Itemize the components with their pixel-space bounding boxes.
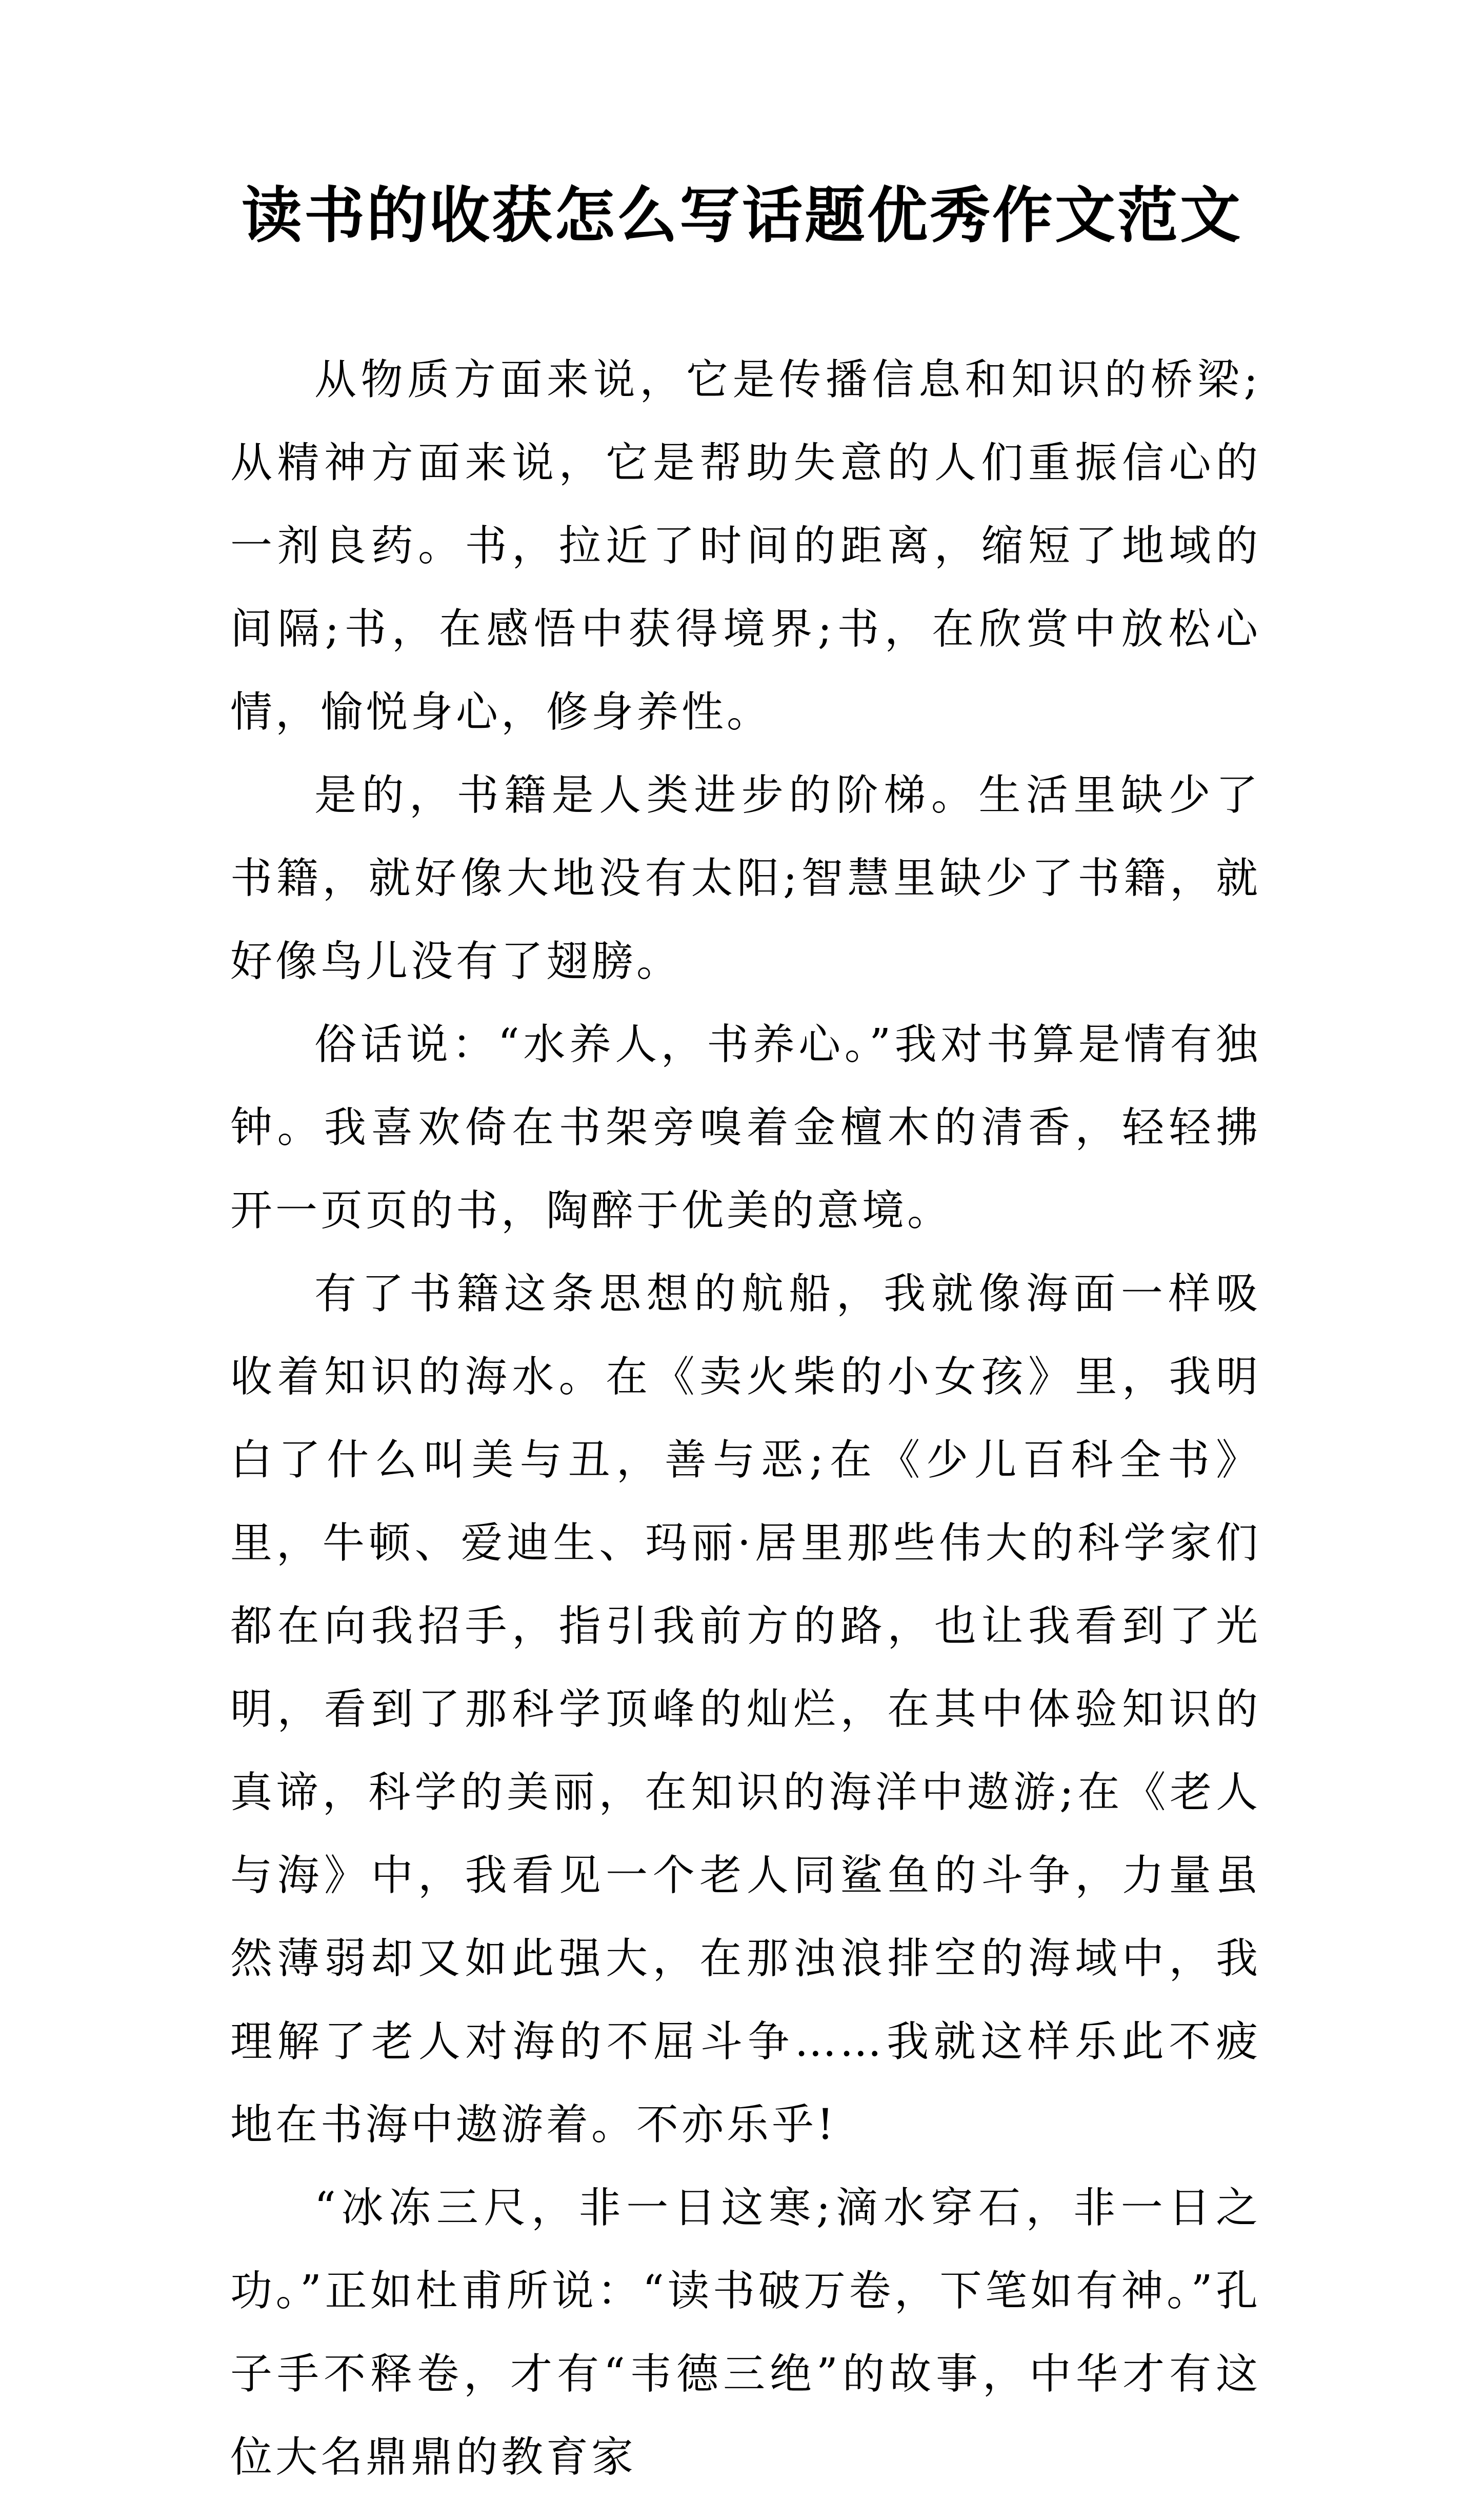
paragraph-2: 是的，书籍是人类进步的阶梯。生活里缺少了书籍，就好像大地没有太阳;智慧里缺少了书籍，就好像鸟儿没有了翅膀。 xyxy=(230,771,1261,986)
paragraph-4: 有了书籍这条思想的航船，我就像海面一样吸收着知识的海水。在《卖火柴的小女孩》里，我明白了什么叫美与丑，善与恶;在《少儿百科全书》里，牛顿、爱迪生、玛丽·居里那些伟大的科学家们都在向我招手，指引我前方的路，也让我看到了光明，看到了那科学顶峰的灿烂，在其中体验知识的真谛，科学的美丽，在知识的海洋中遨游;在《老人与海》中，我看见一个老人同鲨鱼的斗争，力量虽然薄弱却又如此强大，在那浊浪排空的海域中，我理解了老人对海的不屈斗争……我就这样乐此不疲地在书海中遨游着。不亦乐乎! xyxy=(230,1270,1261,2149)
paragraph-1: 从物质方面来说，它是传播信息和知识的桥梁;从精神方面来说，它是帮助失意的人们重振信心的一剂良药。书，拉近了时间的距离，缩短了地域的间隔;书，在感悟中获得境界;书，在欣赏中放松心情，愉悦身心，修身养性。 xyxy=(230,355,1261,737)
document-title: 读书的收获怎么写话题优秀作文范文 xyxy=(241,180,1242,251)
document-body xyxy=(230,339,1261,2499)
paragraph-5: “冰冻三尺，非一日这寒;滴水穿石，非一日之功。”正如杜甫所说：“读书破万卷，下笔如有神。”孔子手不释卷，才有“韦德三绝”的故事，中华才有这位大名鼎鼎的教育家 xyxy=(230,2184,1261,2482)
paragraph-3: 俗话说：“水养人，书养心。”我对书算是情有独钟。我喜欢倚在书架旁嗅着金檀木的清香，轻轻拂开一页页的书，陶醉于优美的意境。 xyxy=(230,1020,1261,1235)
